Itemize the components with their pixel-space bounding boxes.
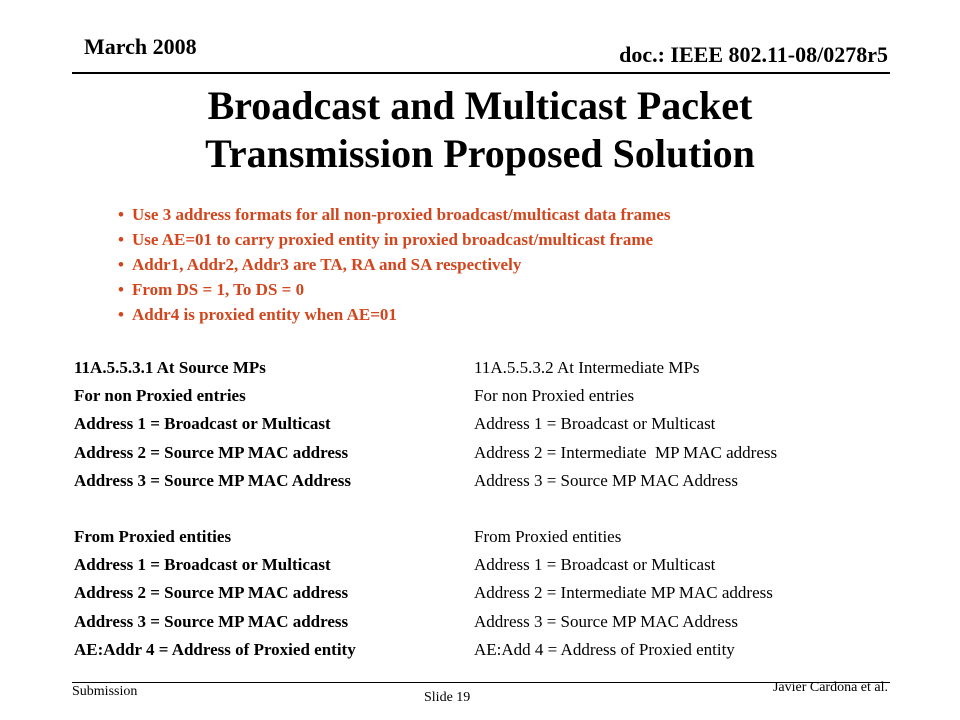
address-line: Address 2 = Source MP MAC address [74,583,349,603]
bullet-text: Addr1, Addr2, Addr3 are TA, RA and SA respectively [132,255,522,274]
column-heading: 11A.5.5.3.2 At Intermediate MPs [474,358,700,377]
column-heading: 11A.5.5.3.1 At Source MPs [74,358,266,377]
bullet-item [118,252,670,277]
address-line: AE:Addr 4 = Address of Proxied entity [74,639,356,659]
address-line: Address 1 = Broadcast or Multicast [474,555,716,575]
source-mps-column [74,354,356,664]
footer-slide-number: Slide 19 [424,690,471,705]
header-doc-id: doc.: IEEE 802.11-08/0278r5 [619,42,888,67]
slide-title-line-2: Transmission Proposed Solution [205,131,755,176]
proxied-label: From Proxied entities [74,526,232,546]
address-line: AE:Add 4 = Address of Proxied entity [474,639,735,659]
bullet-list [118,202,670,327]
spacer [474,495,777,523]
bullet-dot-icon: • [118,255,124,274]
footer-author: Javier Cardona et al. [772,680,888,695]
slide-title-line-1: Broadcast and Multicast Packet [207,83,753,128]
address-line: Address 3 = Source MP MAC Address [74,470,351,490]
address-line: Address 1 = Broadcast or Multicast [474,414,716,434]
non-proxied-label: For non Proxied entries [74,386,246,406]
bullet-item [118,227,670,252]
address-line: Address 1 = Broadcast or Multicast [74,555,331,575]
bullet-text: Addr4 is proxied entity when AE=01 [132,305,397,324]
address-line: Address 3 = Source MP MAC Address [474,611,738,631]
bullet-dot-icon: • [118,305,124,324]
address-line: Address 3 = Source MP MAC address [74,611,349,631]
bullet-text: Use 3 address formats for all non-proxied broadcast/multicast data frames [132,205,671,224]
bullet-dot-icon: • [118,230,124,249]
address-line: Address 2 = Source MP MAC address [74,442,349,462]
bullet-item [118,277,670,302]
header-rule [72,72,890,74]
bullet-item [118,302,670,327]
spacer [74,495,356,523]
address-line: Address 1 = Broadcast or Multicast [74,414,331,434]
bullet-dot-icon: • [118,205,124,224]
footer-submission: Submission [72,684,138,699]
bullet-dot-icon: • [118,280,124,299]
bullet-text: From DS = 1, To DS = 0 [132,280,305,299]
slide-title [0,82,960,178]
intermediate-mps-column [474,354,777,664]
address-line: Address 2 = Intermediate MP MAC address [474,583,773,603]
address-line: Address 2 = Intermediate MP MAC address [474,442,778,462]
header-date: March 2008 [84,34,197,59]
footer-rule [72,682,890,683]
non-proxied-label: For non Proxied entries [474,386,635,406]
address-line: Address 3 = Source MP MAC Address [474,470,738,490]
proxied-label: From Proxied entities [474,526,622,546]
bullet-text: Use AE=01 to carry proxied entity in proxied broadcast/multicast frame [132,230,654,249]
bullet-item [118,202,670,227]
